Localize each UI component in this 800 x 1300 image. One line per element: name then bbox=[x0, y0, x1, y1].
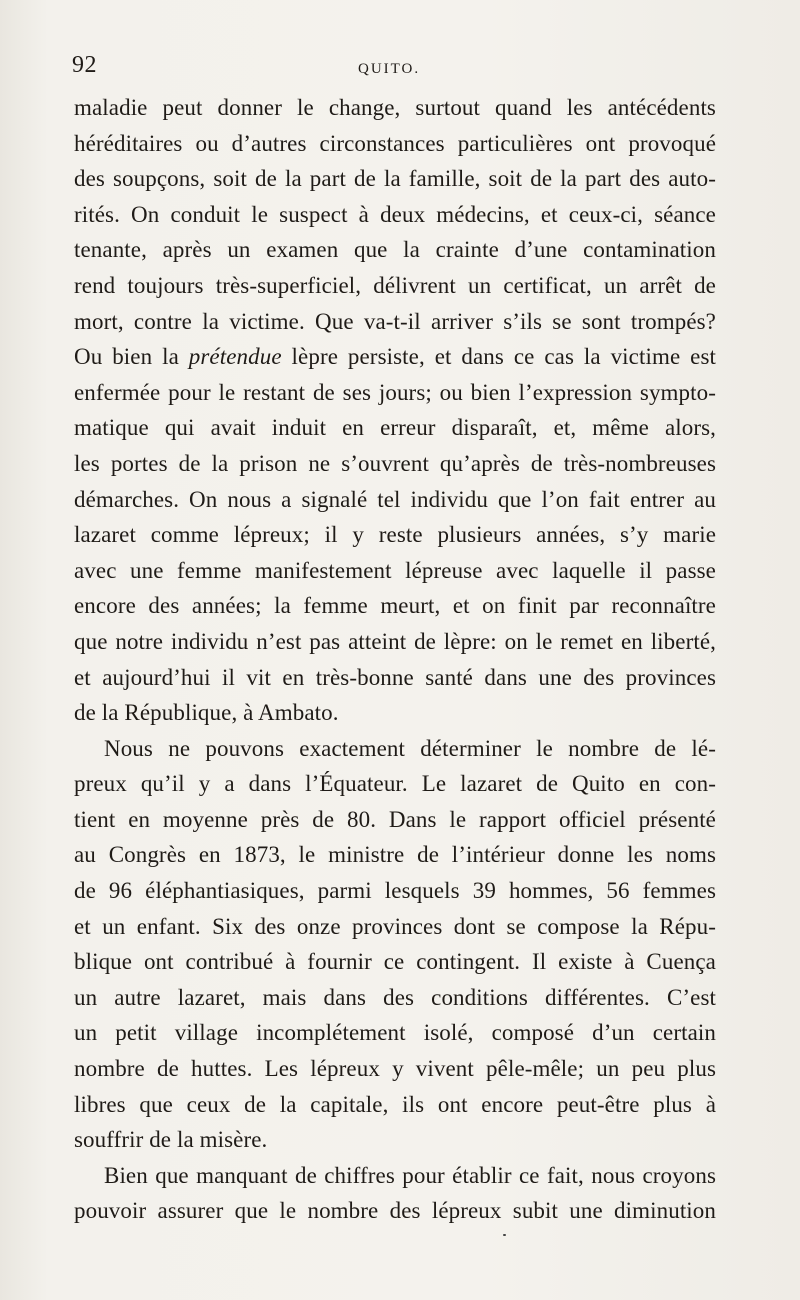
text-line: de la République, à Ambato. bbox=[74, 700, 339, 726]
text-line: un autre lazaret, mais dans des conditions différentes. C’est bbox=[74, 984, 716, 1010]
text-line: nombre de huttes. Les lépreux y vivent pêle-mêle; un peu plus bbox=[74, 1056, 716, 1082]
text-line: matique qui avait induit en erreur disparaît, et, même alors, bbox=[74, 415, 716, 441]
text-line: encore des années; la femme meurt, et on finit par reconnaître bbox=[74, 593, 716, 619]
text-segment: lèpre persiste, et dans ce cas la victime est bbox=[281, 344, 716, 370]
text-line: pouvoir assurer que le nombre des lépreux subit une diminution bbox=[74, 1198, 716, 1224]
text-line: blique ont contribué à fournir ce contingent. Il existe à Cuença bbox=[74, 949, 716, 975]
text-line: au Congrès en 1873, le ministre de l’intérieur donne les noms bbox=[74, 842, 716, 868]
text-line: les portes de la prison ne s’ouvrent qu’après de très-nombreuses bbox=[74, 450, 716, 476]
text-line: lazaret comme lépreux; il y reste plusieurs années, s’y marie bbox=[74, 522, 716, 548]
text-line: démarches. On nous a signalé tel individu que l’on fait entrer au bbox=[74, 486, 716, 512]
text-line bbox=[74, 339, 716, 375]
text-line: maladie peut donner le change, surtout quand les antécédents bbox=[74, 95, 716, 120]
text-line: tenante, après un examen que la crainte d’une contamination bbox=[74, 237, 716, 263]
page-number: 92 bbox=[72, 52, 97, 78]
text-line: avec une femme manifestement lépreuse avec laquelle il passe bbox=[74, 557, 716, 583]
text-line: des soupçons, soit de la part de la famille, soit de la part des auto- bbox=[74, 166, 716, 192]
text-line: que notre individu n’est pas atteint de lèpre: on le remet en liberté, bbox=[74, 628, 716, 654]
text-line: et un enfant. Six des onze provinces dont se compose la Répu- bbox=[74, 913, 716, 939]
text-line: libres que ceux de la capitale, ils ont encore peut-être plus à bbox=[74, 1091, 716, 1117]
text-line: et aujourd’hui il vit en très-bonne santé dans une des provinces bbox=[74, 664, 716, 690]
page-header bbox=[72, 52, 722, 86]
running-head: QUITO. bbox=[358, 61, 421, 77]
paragraph bbox=[74, 731, 716, 1158]
text-line: héréditaires ou d’autres circonstances particulières ont provoqué bbox=[74, 130, 716, 156]
text-line: Nous ne pouvons exactement déterminer le nombre de lé- bbox=[104, 735, 716, 761]
text-line: preux qu’il y a dans l’Équateur. Le lazaret de Quito en con- bbox=[74, 771, 716, 797]
text-line: rités. On conduit le suspect à deux médecins, et ceux-ci, séance bbox=[74, 201, 716, 227]
paragraph bbox=[74, 90, 716, 731]
text-line: mort, contre la victime. Que va-t-il arriver s’ils se sont trompés? bbox=[74, 308, 716, 334]
text-line: rend toujours très-superficiel, délivrent un certificat, un arrêt de bbox=[74, 272, 716, 298]
text-line: souffrir de la misère. bbox=[74, 1127, 268, 1153]
text-line: un petit village incomplétement isolé, composé d’un certain bbox=[74, 1020, 716, 1046]
italic-word: prétendue bbox=[188, 344, 282, 370]
body-text bbox=[74, 90, 716, 1229]
text-line: enfermée pour le restant de ses jours; ou bien l’expression sympto- bbox=[74, 379, 716, 405]
print-speck bbox=[503, 1234, 506, 1236]
paragraph bbox=[74, 1158, 716, 1229]
text-line: de 96 éléphantiasiques, parmi lesquels 39 hommes, 56 femmes bbox=[74, 878, 716, 904]
text-line: Bien que manquant de chiffres pour établir ce fait, nous croyons bbox=[104, 1162, 716, 1188]
text-line: tient en moyenne près de 80. Dans le rapport officiel présenté bbox=[74, 806, 716, 832]
text-segment: Ou bien la bbox=[74, 344, 189, 370]
